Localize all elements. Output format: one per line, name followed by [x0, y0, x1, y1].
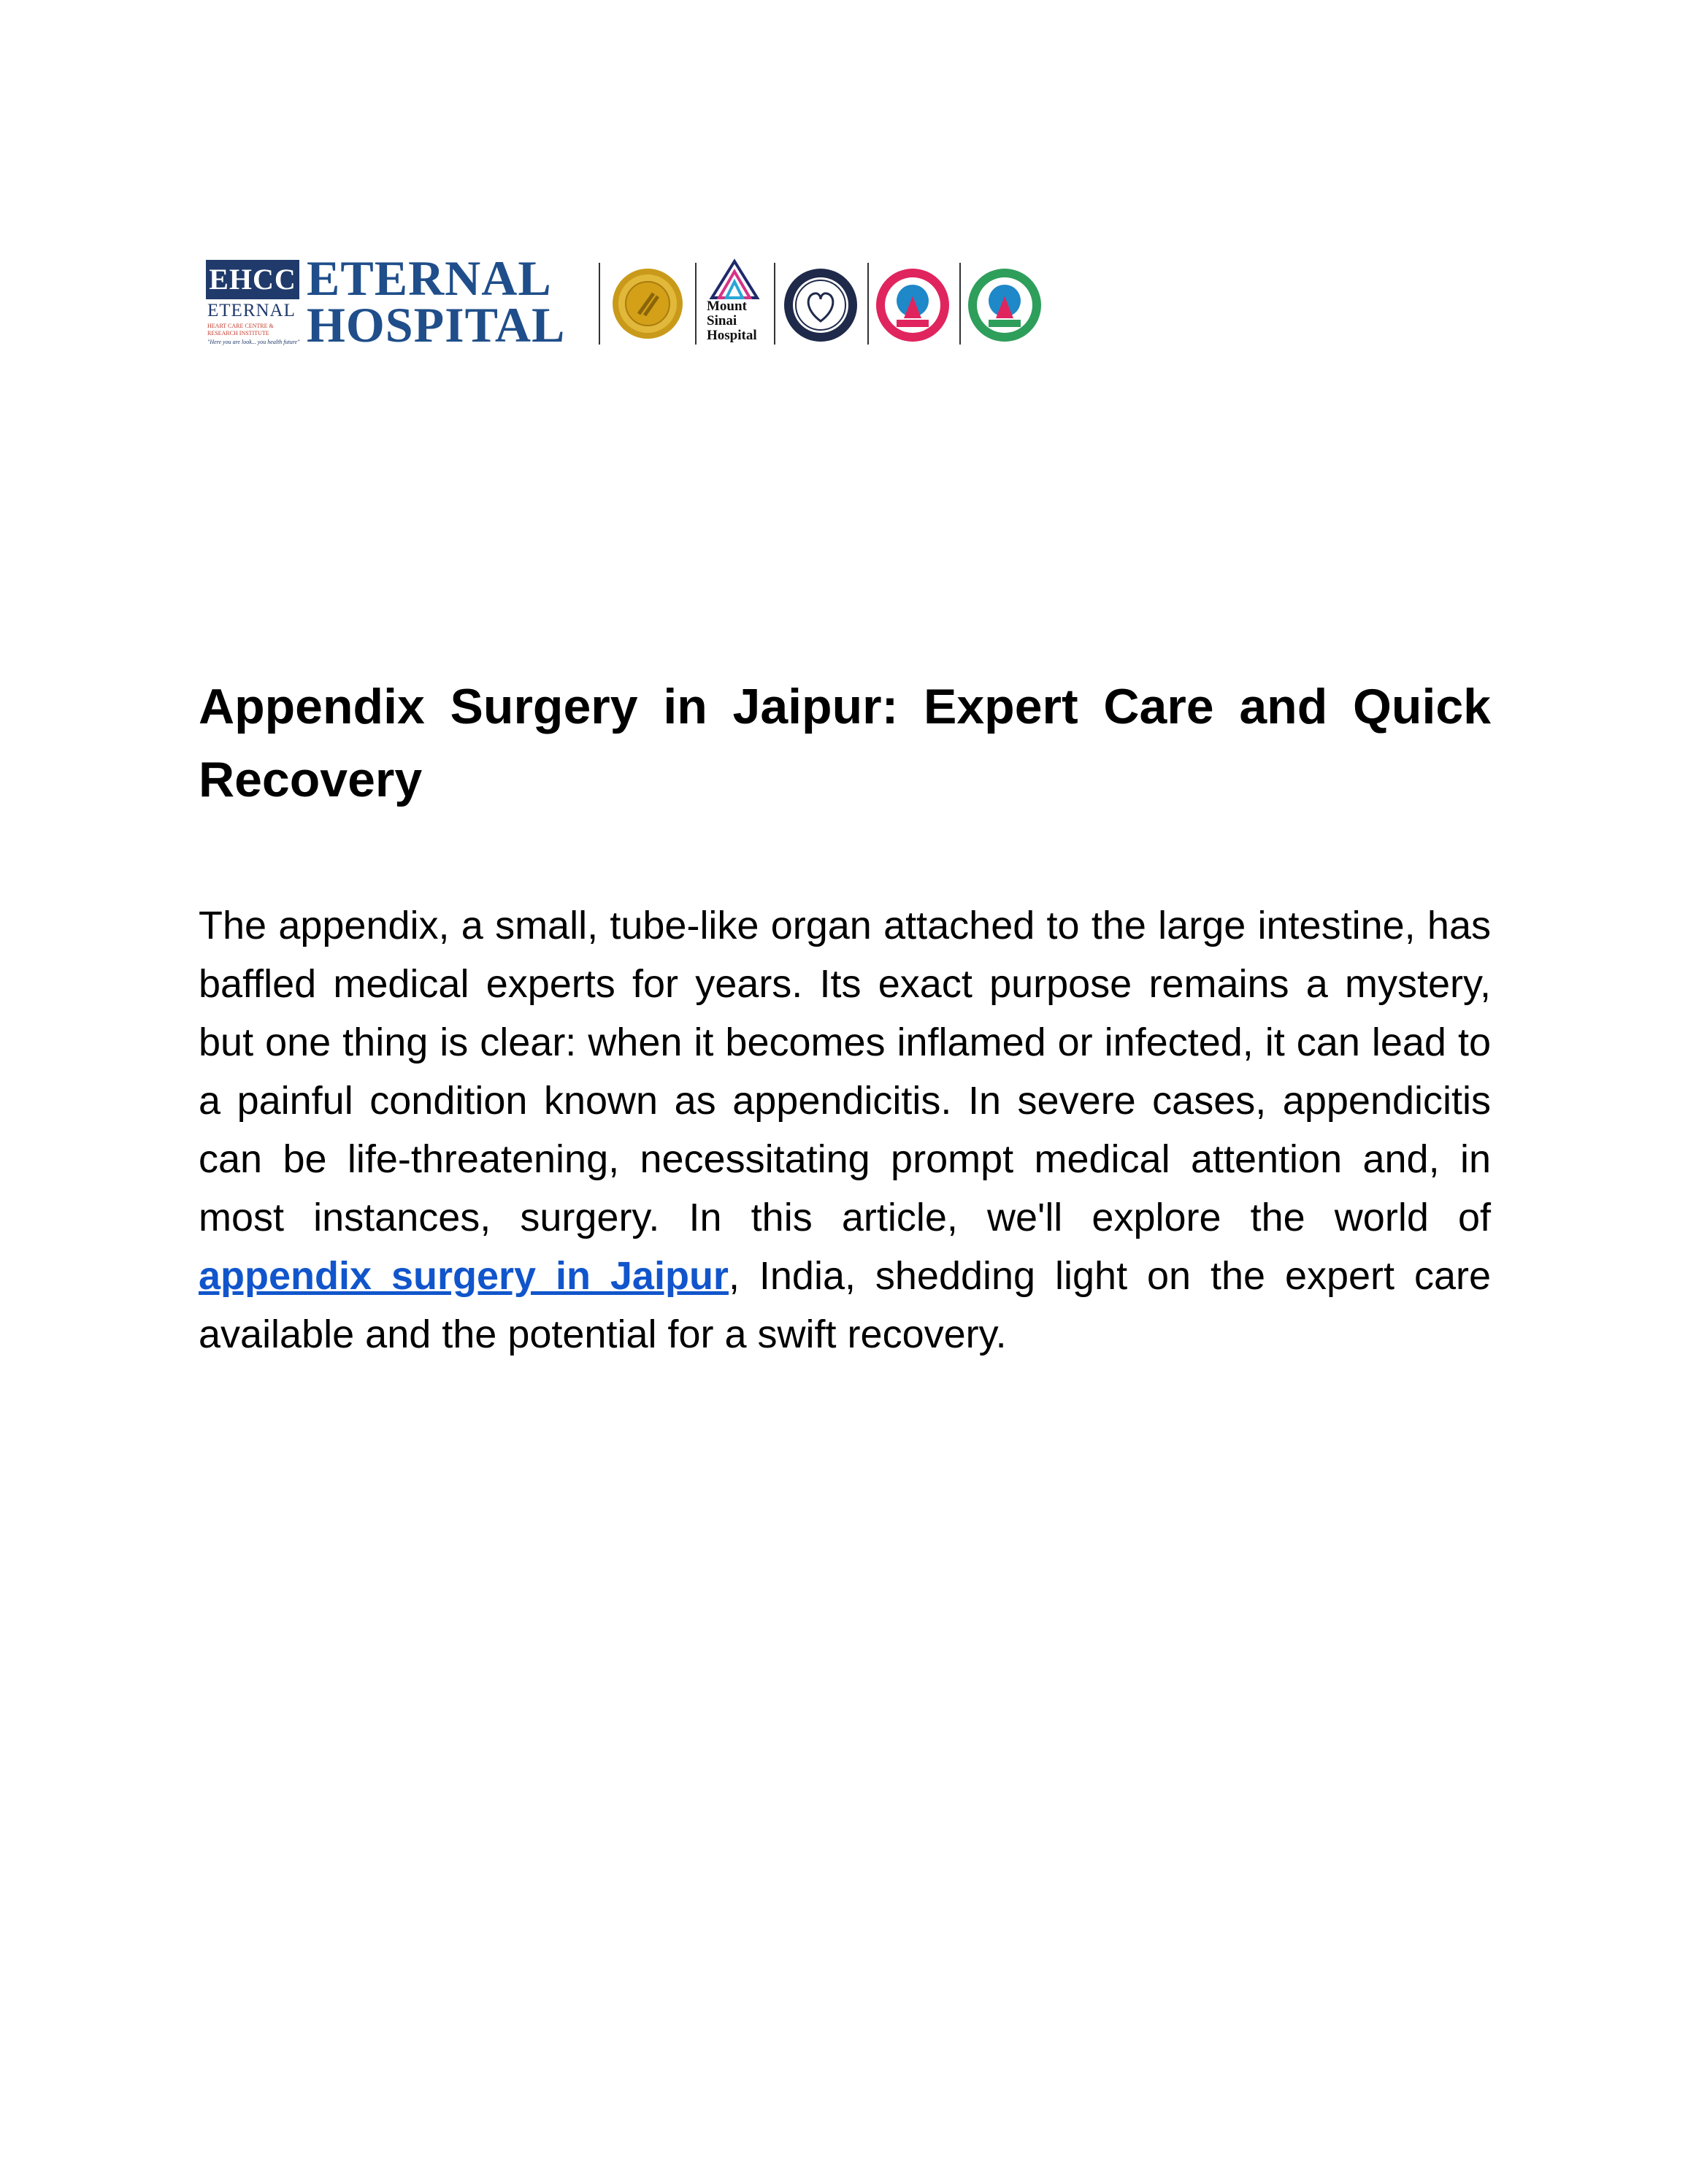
gold-seal-icon	[611, 267, 684, 340]
hospital-name-line2: HOSPITAL	[307, 297, 566, 353]
intro-text-part1: The appendix, a small, tube-like organ attached to the large intestine, has baffled medical experts for years. Its exact purpose remains a mystery, but one thing is clear: when it becomes inflamed or infected, it can lead to a painful condition known as appendicitis. In severe cases, appendicitis can be life-threatening, necessitating prompt medical attention and, in most instances, surgery. In this article, we'll explore the world of	[199, 904, 1491, 1239]
mount-sinai-label	[707, 299, 757, 343]
ehcc-eternal-text: ETERNAL	[207, 301, 296, 320]
article-title: Appendix Surgery in Jaipur: Expert Care and Quick Recovery	[199, 679, 1491, 807]
intro-text-part2: , India, shedding light on the expert care available and the potential for a swift recovery.	[199, 1254, 1492, 1356]
intro-paragraph	[199, 896, 1491, 1364]
logo-divider	[599, 263, 600, 345]
ehcc-tagline: "Here you are look... you health future"	[207, 339, 300, 345]
logo-divider	[774, 263, 775, 345]
mount-sinai-line2: Sinai	[707, 313, 737, 328]
nabh-green-seal-icon	[967, 267, 1043, 343]
ehcc-logo	[206, 257, 301, 350]
mount-sinai-icon	[706, 258, 763, 299]
logo-divider	[959, 263, 961, 345]
mount-sinai-line1: Mount	[707, 299, 747, 314]
nabh-pink-seal-icon	[875, 267, 951, 343]
header-logo-band	[206, 250, 1046, 353]
ehcc-subtitle: HEART CARE CENTRE & RESEARCH INSTITUTE	[207, 323, 274, 337]
appendix-surgery-link[interactable]: appendix surgery in Jaipur	[199, 1254, 729, 1298]
mount-sinai-line3: Hospital	[707, 328, 757, 343]
hospital-name-line1: ETERNAL	[307, 250, 552, 306]
logo-divider	[867, 263, 869, 345]
logo-divider	[695, 263, 697, 345]
council-seal-icon	[783, 267, 859, 343]
ehcc-badge: EHCC	[206, 260, 299, 299]
